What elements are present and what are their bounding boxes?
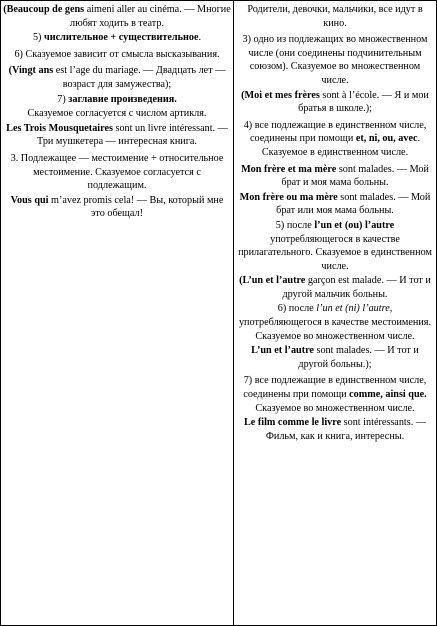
example-text: est l’age du mariage. — Двадцать лет — возраст для замужества); [53, 65, 226, 90]
rule-tail: . Сказуемое в единственном числе. [261, 133, 421, 158]
rule-item [237, 119, 433, 160]
rule-text: Сказуемое согласуется с числом артикля. [27, 108, 207, 120]
rule-tail: . [198, 32, 202, 44]
rule-bold: et, ni, ou, avec [355, 133, 418, 145]
right-column [237, 3, 433, 446]
rule-item [3, 152, 231, 193]
rule-tail: употребляющегося в качестве местоимения. Сказуемое во множественном числе. [238, 317, 432, 342]
example-bold: L’un et l’autre [251, 345, 314, 357]
column-divider [233, 1, 234, 625]
rule-text-paragraph [3, 107, 231, 121]
example-paragraph [237, 163, 433, 190]
rule-bold: числительное + существительное [44, 32, 199, 44]
example-paragraph [237, 89, 433, 116]
rule-item [3, 93, 231, 107]
example-text: sont malades. — И тот и другой больны.); [298, 345, 419, 370]
example-paragraph [237, 416, 433, 443]
rule-item [237, 302, 433, 343]
rule-number: 5) [32, 32, 44, 44]
example-paragraph [3, 3, 231, 30]
example-paragraph [237, 274, 433, 301]
example-bold: Vous qui [10, 194, 49, 206]
example-text: sont un livre intéressant. — Три мушкетера — интересная книга. [37, 122, 228, 148]
rule-bold: заглавие произведения. [68, 93, 177, 105]
example-text: sont à l’école. — Я и мои братья в школе.); [298, 89, 429, 115]
example-bold: Le film comme le livre [243, 417, 342, 429]
rule-text: 6) Сказуемое зависит от смысла высказывания. [14, 48, 220, 60]
example-bold: (Moi et mes frères [241, 89, 320, 101]
rule-italic: l’un et (ni) l’autre, [316, 303, 393, 315]
example-bold: Les Trois Mousquetaires [6, 122, 113, 134]
example-paragraph [3, 122, 231, 149]
example-text: sont malades. — Мой брат или моя мама больны. [276, 191, 431, 217]
example-paragraph [3, 194, 231, 221]
rule-item [3, 48, 231, 62]
rule-item [237, 374, 433, 415]
example-paragraph [237, 191, 433, 218]
example-text: Родители, девочки, мальчики, все идут в кино. [247, 4, 423, 29]
rule-number: 7) [57, 93, 69, 105]
rule-text: 3) одно из подлежащих во множественном числе (они соединены подчинительным союзом). Сказуемое во множественном числе. [242, 34, 428, 86]
example-paragraph [3, 64, 231, 91]
rule-text: 7) все подлежащие в единственном числе, соединены при помощи [243, 375, 427, 401]
rule-item [3, 31, 231, 45]
rule-tail: употребляющегося в качестве прилагательного. Сказуемое в единственном числе. [238, 233, 432, 272]
example-bold: (Vingt ans [8, 65, 54, 77]
rule-text: 4) все подлежащие в единственном числе, соединены при помощи [243, 119, 427, 145]
rule-tail: Сказуемое во множественном числе. [255, 402, 415, 414]
rule-item [237, 219, 433, 273]
example-bold: (L’un et l’autre [239, 275, 306, 287]
left-column [3, 3, 231, 224]
rule-text: 5) после [275, 219, 315, 231]
example-bold: Mon frère et ma mère [241, 163, 337, 175]
rule-text: 3. Подлежащее — местоимение + относительное местоимение. Сказуемое согласуется с подлежащим. [10, 152, 224, 192]
example-text: aimeni aller au cinéma. — Многие любят ходить в театр. [69, 4, 231, 29]
example-paragraph [237, 3, 433, 30]
example-text: garçon est malade. — И тот и другой мальчик больны. [282, 275, 431, 300]
example-bold: Mon frère ou ma mère [239, 191, 338, 203]
example-bold: (Beaucoup de gens [3, 4, 85, 15]
rule-bold: comme, ainsi que. [349, 389, 427, 401]
rule-text: 6) после [277, 303, 317, 315]
rule-item [237, 33, 433, 87]
example-text: m’avez promis cela! — Вы, который мне это обещал! [48, 194, 224, 220]
example-text: sont malades. — Мой брат и моя мама больны. [281, 163, 429, 189]
example-text: sont intéressants. — Фильм, как и книга, интересны. [265, 417, 426, 442]
rule-bold: l’un et (ou) l’autre [314, 219, 395, 231]
example-paragraph [237, 344, 433, 371]
